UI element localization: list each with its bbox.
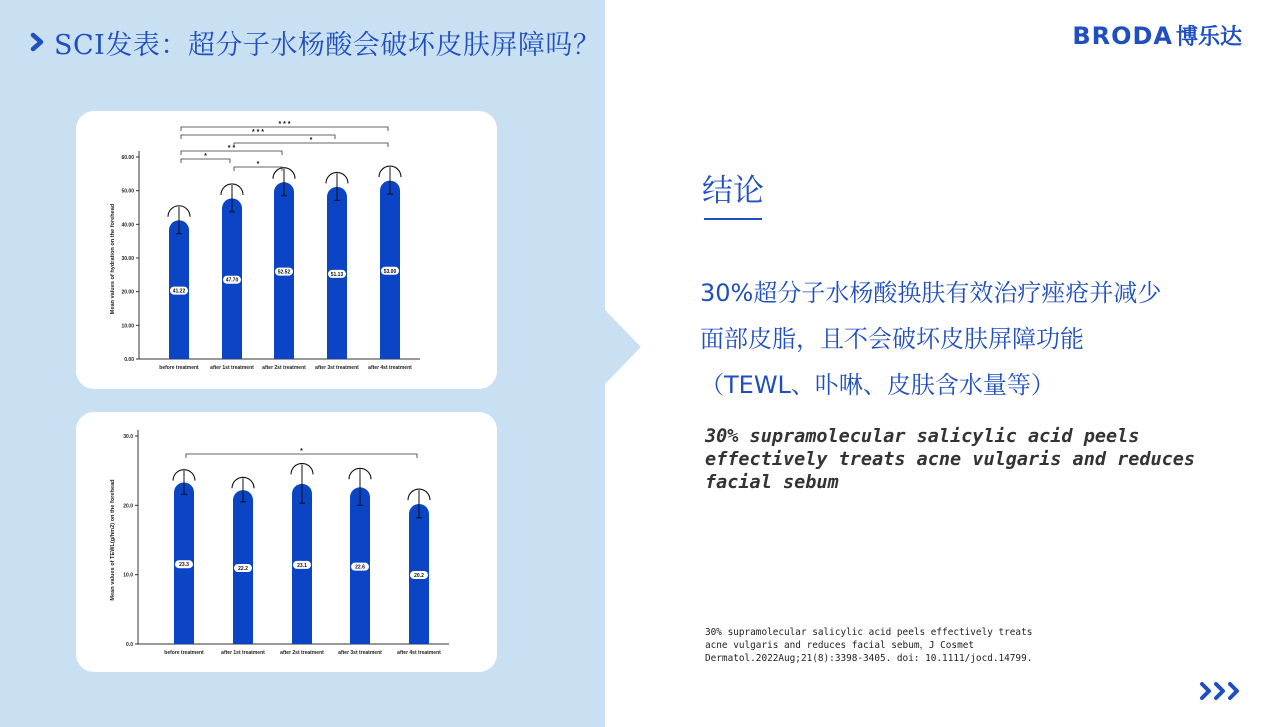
conclusion-text-en (705, 425, 1196, 494)
x-tick-label: before treatment (159, 365, 199, 371)
chevron-right-icon (30, 32, 46, 52)
significance-label: * (204, 153, 207, 160)
y-axis-label: Mean values of TEWL(g/hm2) on the forehead (110, 479, 116, 601)
panel-pointer-arrow (605, 310, 641, 384)
citation-line: 30% supramolecular salicylic acid peels effectively treats (705, 627, 1033, 638)
conclusion-text-cn (700, 270, 1230, 408)
y-tick-label: 10.00 (121, 323, 134, 330)
logo-wordmark-en: BRODA (1072, 21, 1173, 50)
y-tick-label: 20.0 (123, 503, 133, 510)
citation-line: acne vulgaris and reduces facial sebum，J Cosmet (705, 640, 975, 651)
tewl-chart-card (76, 412, 497, 672)
heading-underline (704, 218, 762, 220)
x-tick-label: after 1st treatment (221, 650, 265, 656)
x-tick-label: after 2st treatment (280, 650, 324, 656)
value-label: 22.6 (355, 564, 365, 571)
y-tick-label: 20.00 (121, 289, 134, 296)
value-label: 47.70 (225, 277, 239, 284)
conclusion-cn-line: 面部皮脂，且不会破坏皮肤屏障功能 (700, 325, 1084, 353)
y-tick-label: 30.0 (123, 434, 133, 440)
value-label: 41.22 (172, 288, 186, 295)
x-tick-label: after 3st treatment (338, 650, 382, 656)
significance-label: * * * (251, 129, 265, 136)
logo-wordmark-cn: 博乐达 (1175, 25, 1242, 50)
conclusion-cn-line: （TEWL、卟啉、皮肤含水量等） (700, 371, 1055, 399)
brand-logo (1072, 20, 1242, 51)
x-tick-label: after 2st treatment (262, 365, 306, 371)
y-tick-label: 0.00 (124, 357, 134, 363)
y-tick-label: 50.00 (121, 188, 134, 195)
value-label: 52.52 (277, 269, 291, 276)
value-label: 53.00 (383, 268, 397, 275)
hydration-chart-card (76, 111, 497, 389)
triple-chevron-icon (1199, 680, 1245, 702)
conclusion-cn-line: 30%超分子水杨酸换肤有效治疗痤疮并减少 (700, 279, 1162, 307)
y-tick-label: 10.0 (123, 572, 133, 579)
reference-citation (705, 626, 1065, 665)
value-label: 23.3 (179, 562, 189, 569)
significance-label: * * * (278, 121, 291, 128)
conclusion-en-line: facial sebum (705, 472, 839, 493)
x-tick-label: after 1st treatment (210, 365, 254, 371)
significance-label: * (256, 161, 260, 168)
value-label: 23.1 (297, 562, 307, 569)
y-tick-label: 30.00 (121, 256, 134, 262)
value-label: 20.2 (414, 572, 424, 579)
page-title: SCI发表：超分子水杨酸会破坏皮肤屏障吗？ (54, 29, 601, 61)
y-tick-label: 40.00 (121, 222, 134, 229)
conclusion-en-line: effectively treats acne vulgaris and reduces (705, 449, 1196, 470)
y-tick-label: 60.00 (121, 155, 134, 161)
hydration-bar-chart (76, 111, 497, 389)
value-label: 51.13 (330, 271, 344, 278)
significance-label: * (300, 448, 303, 455)
tewl-bar-chart (76, 412, 497, 672)
conclusion-heading: 结论 (702, 173, 764, 209)
page-header (30, 22, 600, 62)
x-tick-label: after 4st treatment (368, 365, 412, 371)
citation-line: Dermatol.2022Aug;21(8):3398-3405. doi: 10.1111/jocd.14799. (705, 653, 1033, 664)
x-tick-label: after 3st treatment (315, 365, 359, 371)
y-tick-label: 0.0 (126, 642, 133, 648)
value-label: 22.2 (238, 566, 248, 573)
y-axis-label: Mean values of hydration on the forehead (110, 203, 116, 315)
x-tick-label: before treatment (164, 650, 204, 656)
conclusion-en-line: 30% supramolecular salicylic acid peels (705, 426, 1140, 447)
significance-label: * * (227, 145, 236, 152)
significance-label: * (309, 137, 313, 144)
x-tick-label: after 4st treatment (397, 650, 441, 656)
